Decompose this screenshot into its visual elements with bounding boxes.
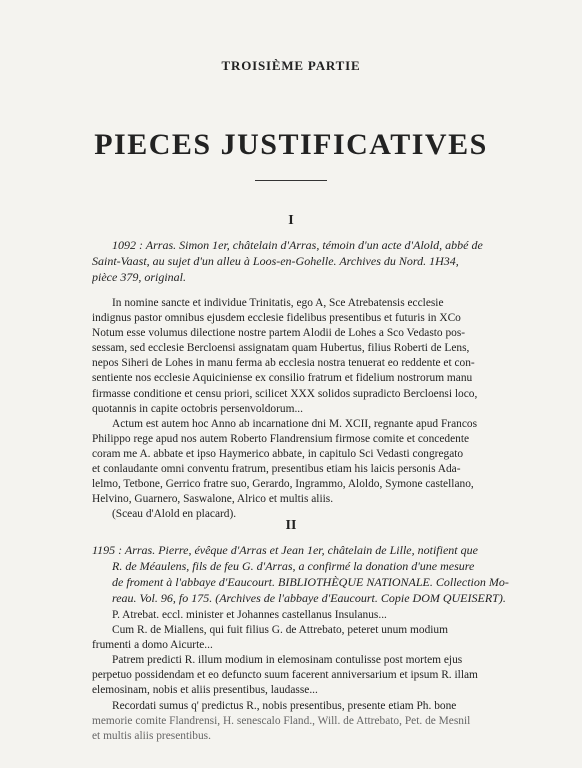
- header-line: de froment à l'abbaye d'Eaucourt. BIBLIOTHÈQUE NATIONALE. Collection Mo-: [112, 575, 509, 589]
- body-line: coram me A. abbate et ipso Haymerico abbate, in capitulo Sci Vedasti congregato: [92, 447, 464, 460]
- body-line: Recordati sumus q' predictus R., nobis presentibus, presente etiam Ph. bone: [112, 699, 457, 712]
- body-line: indignus pastor omnibus ejusdem ecclesie fidelibus presentibus et futuris in XCo: [92, 312, 461, 325]
- header-line: Saint-Vaast, au sujet d'un alleu à Loos-en-Gohelle. Archives du Nord. 1H34,: [92, 254, 459, 268]
- title-divider: [255, 180, 327, 181]
- body-line: lelmo, Tetbone, Gerrico fratre suo, Gerardo, Ingrammo, Aloldo, Symone castellano,: [92, 478, 474, 491]
- header-line: pièce 379, original.: [92, 270, 186, 284]
- body-line: In nomine sancte et individue Trinitatis, ego A, Sce Atrebatensis ecclesie: [112, 297, 444, 309]
- body-line: Helvino, Guarnero, Saswalone, Alrico et multis aliis.: [92, 493, 334, 506]
- body-line: Notum esse volumus dilectione nostre partem Alodii de Lohes a Sco Vedasto pos-: [92, 327, 466, 340]
- body-line: (Sceau d'Alold en placard).: [112, 508, 237, 521]
- body-line: Actum est autem hoc Anno ab incarnatione dni M. XCII, regnante apud Francos: [112, 417, 478, 430]
- section-2-body: [92, 608, 528, 744]
- body-line: memorie comite Flandrensi, H. senescalo Fland., Will. de Attrebato, Pet. de Mesnil: [92, 714, 471, 727]
- body-line: elemosinam, nobis et aliis presentibus, laudasse...: [92, 684, 318, 697]
- body-line: P. Atrebat. eccl. minister et Johannes castellanus Insulanus...: [112, 609, 387, 621]
- body-line: Patrem predicti R. illum modium in elemosinam contulisse post mortem ejus: [112, 654, 463, 667]
- body-line: nepos Siheri de Lohes in manu ferma ab ecclesia nostra tenuerat eo reddente et con-: [92, 357, 475, 370]
- body-line: frumenti a domo Aicurte...: [92, 639, 213, 652]
- part-title: TROISIÈME PARTIE: [221, 58, 361, 73]
- section-numeral-1: I: [288, 213, 294, 228]
- body-line: quotannis in capite octobris persenvoldorum...: [92, 402, 303, 415]
- body-line: perpetuo possidendam et eo defuncto suum facerent anniversarium et ipsum R. illam: [92, 669, 478, 682]
- section-1-body: [92, 296, 528, 522]
- header-line: R. de Méaulens, fils de feu G. d'Arras, a confirmé la donation d'une mesure: [112, 559, 475, 573]
- body-line: Philippo rege apud nos autem Roberto Flandrensium firmose comite et concedente: [92, 432, 470, 445]
- header-line: 1195 : Arras. Pierre, évêque d'Arras et Jean 1er, châtelain de Lille, notifient que: [92, 543, 478, 557]
- body-line: et multis aliis presentibus.: [92, 729, 211, 742]
- section-numeral-2: II: [285, 518, 297, 533]
- page-title: PIECES JUSTIFICATIVES: [94, 128, 488, 161]
- section-1-header: [92, 237, 528, 285]
- body-line: sentiente nos ecclesie Aquiciniense ex consilio fratrum et fidelium nostrorum manu: [92, 372, 473, 385]
- body-line: Cum R. de Miallens, qui fuit filius G. de Attrebato, peteret unum modium: [112, 624, 448, 637]
- header-line: 1092 : Arras. Simon 1er, châtelain d'Arras, témoin d'un acte d'Alold, abbé de: [112, 238, 483, 252]
- body-line: sessam, sed ecclesie Bercloensi assignatam quam Hubertus, filius Roberti de Lens,: [92, 342, 470, 355]
- body-line: et conlaudante omni conventu fratrum, presentibus etiam his laicis personis Ada-: [92, 463, 461, 476]
- body-line: firmasse conditione et censu priori, scilicet XXX solidos supradicto Bercloensi loco,: [92, 387, 478, 400]
- section-2-header: [92, 542, 528, 606]
- header-line: reau. Vol. 96, fo 175. (Archives de l'abbaye d'Eaucourt. Copie DOM QUEISERT).: [112, 591, 506, 605]
